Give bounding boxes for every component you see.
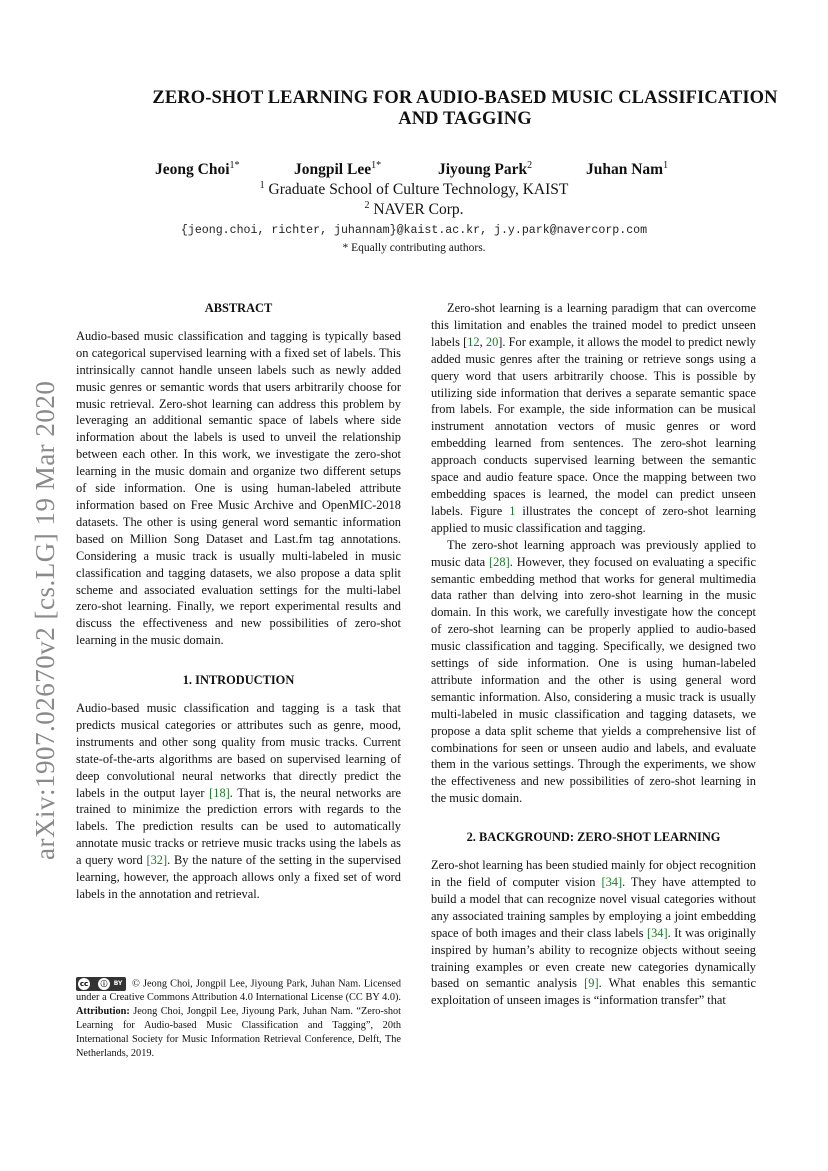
citation-link[interactable]: [32] [146,853,168,868]
text-run: . What enables this semantic exploitation of unseen images is “information transfer” that [431,976,756,1008]
author-1 [155,160,240,179]
author-3 [438,160,532,179]
author-name: Juhan Nam [586,161,664,179]
text-run: Zero-shot learning is a learning paradigm that can overcome this limitation and enables the trained model to predict unseen labels [ [431,301,756,349]
citation-link[interactable]: [9] [584,976,599,991]
abstract-heading: ABSTRACT [204,301,273,315]
intro-paragraph-1 [76,700,401,903]
text-run: ]. For example, it allows the model to predict newly added music genres after the training or retrieve songs using a query word that users arbitrarily choose. This is possible by utilizing side information that derives a separate semantic space from labels. For example, the side information can be musical instrument annotation vectors of music genres or word embedding learned from sentences. The zero-shot learning approach conducts supervised learning between the semantic space and audio feature space. Once the mapping between two embedding spaces is learned, the model can predict unseen labels. Figure [431,334,756,518]
arxiv-stamp: arXiv:1907.02670v2 [cs.LG] 19 Mar 2020 [30,380,60,860]
author-name: Jeong Choi [155,161,230,179]
intro-paragraph-3 [431,537,756,808]
footnote-attribution: Jeong Choi, Jongpil Lee, Jiyoung Park, Juhan Nam. “Zero-shot Learning for Audio-based Music Classification and Tagging”, 20th International Society for Music Information Retrieval Conference, Delft, The Netherlands, 2019. [76,1006,401,1060]
text-run: , [479,334,486,349]
author-mark: 1* [229,160,240,171]
author-2 [294,160,381,179]
cc-icon: cc [79,980,89,988]
affiliation-text: Graduate School of Culture Technology, KAIST [268,181,569,199]
text-run: Zero-shot learning has been studied mainly for object recognition in the field of computer vision [431,858,756,889]
abstract-text: Audio-based music classification and tagging is typically based on categorical supervised learning with a fixed set of labels. This intrinsically cannot handle unseen labels such as newly added music genres or semantic words that users arbitrarily choose for music retrieval. Zero-shot learning can address this problem by leveraging an additional semantic space of labels where side information about the labels is used to unveil the relationship between each other. In this work, we investigate the zero-shot learning in the music domain and organize two different setups of side information. One is using human-labeled attribute information based on Free Music Archive and OpenMIC-2018 datasets. The other is using general word semantic information based on Million Song Dataset and Last.fm tag annotations. Considering a music track is usually multi-labeled in music classification and tagging datasets, we also propose a data split scheme and associated evaluation settings for the multi-label zero-shot learning. Finally, we report experimental results and discuss the effectiveness and new possibilities of zero-shot learning in the music domain. [76,328,401,648]
title-line-2: AND TAGGING [398,109,532,129]
by-label: BY [113,980,123,987]
right-column [431,300,756,1009]
text-run: . That is, the neural networks are trained to minimize the prediction errors with regards to the labels. The prediction results can be used to automatically annotate music tracks or retrieve music tracks using the labels as a query word [76,785,401,868]
author-mark: 1 [663,160,669,171]
author-emails: {jeong.choi, richter, juhannam}@kaist.ac.kr, j.y.park@navercorp.com [180,224,648,237]
text-run: . It was originally inspired by human’s ability to recognize objects without seeing training examples or even create new categories dynamically based on semantic analysis [431,925,756,991]
affiliation-text: NAVER Corp. [373,201,464,219]
text-run: illustrates the concept of zero-shot learning applied to music classification and tagging. [431,503,756,535]
paper-title [70,88,828,130]
intro-heading: 1. INTRODUCTION [182,673,295,688]
citation-link[interactable]: 12 [467,334,480,349]
author-mark: 2 [527,160,533,171]
footnote-attribution-label: Attribution: [76,1006,130,1018]
title-line-1: ZERO-SHOT LEARNING FOR AUDIO-BASED MUSIC CLASSIFICATION [152,88,778,108]
citation-link[interactable]: 20 [485,334,499,349]
attribution-icon: ⓘ [98,978,110,990]
text-run: . They have attempted to build a model that can recognize novel visual categories without any associated training samples by employing a joint embedding space of both images and their class labels [431,875,756,940]
author-name: Jongpil Lee [294,161,372,179]
figure-link[interactable]: 1 [509,503,516,518]
left-column [76,300,401,903]
affiliation-mark: 2 [364,200,370,211]
license-footnote [76,977,401,1061]
text-run: The zero-shot learning approach was previously applied to music data [431,537,756,569]
footnote-copyright: © Jeong Choi, Jongpil Lee, Jiyoung Park, Juhan Nam. Licensed under a Creative Commons Attribution 4.0 International License (CC BY 4.0). [76,978,401,1004]
text-run: . However, they focused on evaluating a specific semantic embedding method that works for general multimedia data rather than delving into zero-shot learning in the music domain. In this work, we carefully investigate how the concept of zero-shot learning can be properly applied to audio-based music classification and tagging. Specifically, we designed two settings of side information. One is using human-labeled attribute information and the other is using general word semantic information. Also, considering a music track is usually multi-labeled in music classification and tagging datasets, we propose a data split scheme that yields a comprehensive list of combinations for seen or unseen audio and labels, and evaluate them in the various settings. Through the experiments, we show the effectiveness and new possibilities of zero-shot learning in the music domain. [431,554,757,806]
affiliation-2 [0,200,828,219]
citation-link[interactable]: [28] [489,554,510,569]
background-paragraph-1 [431,857,756,1009]
background-heading: 2. BACKGROUND: ZERO-SHOT LEARNING [466,830,721,845]
affiliation-mark: 1 [259,180,265,191]
intro-paragraph-2 [431,300,756,537]
text-run: Audio-based music classification and tagging is a task that predicts musical categories or attributes such as genre, mood, instruments and other song quality from music tracks. Current state-of-the-arts algorithms are based on supervised learning of deep convolutional neural networks that directly predict the labels in the output layer [76,701,401,800]
affiliation-1 [0,180,828,199]
author-name: Jiyoung Park [438,161,528,179]
text-run: . By the nature of the setting in the supervised learning, however, the approach allows only a fixed set of word labels in the annotation and retrieval. [76,853,401,901]
author-mark: 1* [371,160,382,171]
citation-link[interactable]: [34] [601,875,623,889]
citation-link[interactable]: [34] [646,925,668,940]
cc-by-license-icon [76,977,126,991]
author-4 [586,160,668,179]
equal-contribution-note: * Equally contributing authors. [342,242,486,254]
citation-link[interactable]: [18] [209,785,230,800]
